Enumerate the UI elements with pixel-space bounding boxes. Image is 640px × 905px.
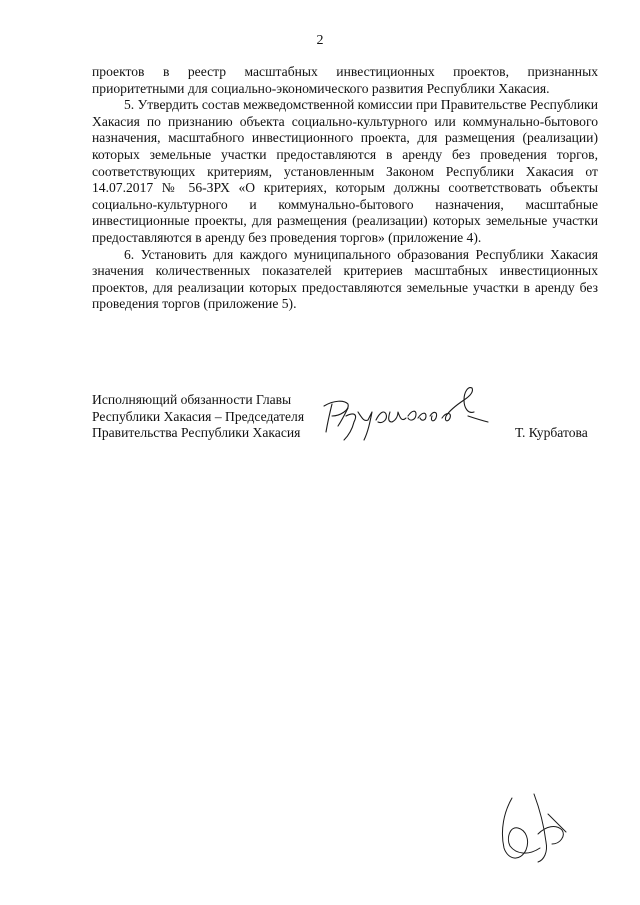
signatory-title [92, 392, 304, 442]
paragraph-item-5: 5. Утвердить состав межведомственной комиссии при Правительстве Республики Хакасия по признанию объекта социально-культурного или коммунально-бытового назначения, масштабного инвестиционного проекта, для размещения (реализации) которых земельные участки предоставляются в аренду без проведения торгов, соответствующих критериям, установленным Законом Республики Хакасия от 14.07.2017 № 56-ЗРХ «О критериях, которым должны соответствовать объекты социально-культурного и коммунально-бытового назначения, масштабные инвестиционные проекты, для размещения (реализации) которых земельные участки предоставляются в аренду без проведения торгов» (приложение 4). [92, 97, 599, 245]
handwritten-signature [318, 382, 498, 444]
handwritten-initials [482, 790, 578, 866]
page-number: 2 [316, 33, 324, 48]
signatory-title-line-3: Правительства Республики Хакасия [92, 425, 301, 441]
document-body [92, 64, 598, 313]
paragraph-item-6: 6. Установить для каждого муниципального образования Республики Хакасия значения количественных показателей критериев масштабных инвестиционных проектов, для реализации которых предоставляются земельные участки в аренду без проведения торгов (приложение 5). [92, 246, 598, 312]
signatory-title-line-2: Республики Хакасия – Председателя [92, 408, 305, 424]
signatory-name: Т. Курбатова [515, 425, 588, 440]
signatory-title-line-1: Исполняющий обязанности Главы [92, 392, 292, 407]
paragraph-continuation: проектов в реестр масштабных инвестиционных проектов, признанных приоритетными для социально-экономического развития Республики Хакасия. [92, 64, 598, 96]
